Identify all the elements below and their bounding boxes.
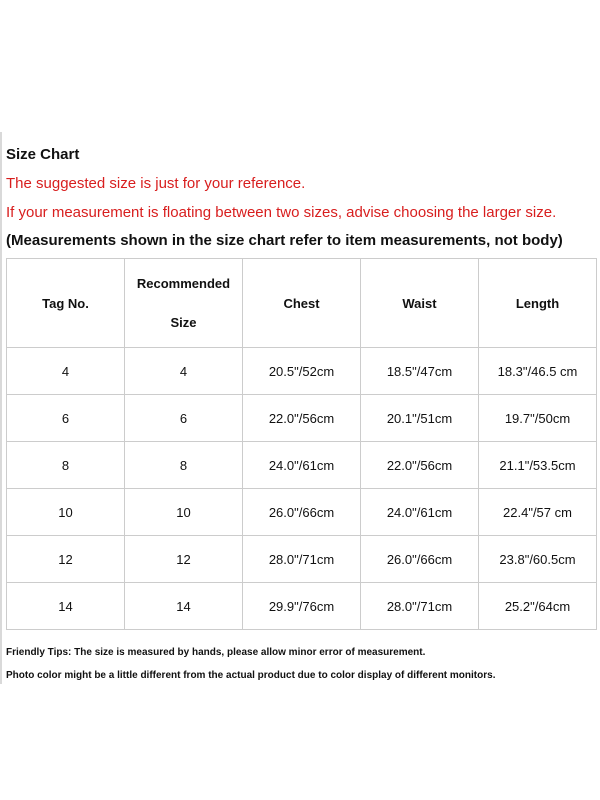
cell-chest: 20.5"/52cm: [243, 348, 361, 395]
cell-length: 21.1"/53.5cm: [479, 442, 597, 489]
floating-size-note: If your measurement is floating between two sizes, advise choosing the larger size.: [6, 204, 557, 221]
cell-size: 8: [125, 442, 243, 489]
cell-size: 4: [125, 348, 243, 395]
cell-size: 10: [125, 489, 243, 536]
table-row: [7, 442, 597, 489]
cell-chest: 24.0"/61cm: [243, 442, 361, 489]
measurement-basis-note: (Measurements shown in the size chart refer to item measurements, not body): [6, 232, 563, 249]
size-table: [6, 258, 597, 630]
header-recommended-line1: Recommended: [136, 276, 231, 291]
cell-waist: 20.1"/51cm: [361, 395, 479, 442]
cell-length: 25.2"/64cm: [479, 583, 597, 630]
table-row: [7, 395, 597, 442]
photo-color-note: Photo color might be a little different from the actual product due to color display of different monitors.: [6, 670, 496, 681]
cell-tag: 12: [7, 536, 125, 583]
table-header-row: [7, 259, 597, 348]
reference-note: The suggested size is just for your reference.: [6, 175, 306, 192]
cell-tag: 4: [7, 348, 125, 395]
size-chart-title: Size Chart: [6, 146, 80, 163]
header-chest: Chest: [243, 259, 361, 348]
cell-length: 18.3"/46.5 cm: [479, 348, 597, 395]
cell-chest: 29.9"/76cm: [243, 583, 361, 630]
header-tag-no: Tag No.: [7, 259, 125, 348]
cell-chest: 26.0"/66cm: [243, 489, 361, 536]
cell-waist: 18.5"/47cm: [361, 348, 479, 395]
cell-tag: 10: [7, 489, 125, 536]
cell-length: 22.4"/57 cm: [479, 489, 597, 536]
cell-waist: 24.0"/61cm: [361, 489, 479, 536]
cell-tag: 14: [7, 583, 125, 630]
header-length: Length: [479, 259, 597, 348]
cell-chest: 22.0"/56cm: [243, 395, 361, 442]
cell-size: 6: [125, 395, 243, 442]
header-recommended-size: [125, 259, 243, 348]
table-row: [7, 536, 597, 583]
table-row: [7, 348, 597, 395]
cell-waist: 28.0"/71cm: [361, 583, 479, 630]
friendly-tips: Friendly Tips: The size is measured by hands, please allow minor error of measurement.: [6, 647, 426, 658]
header-waist: Waist: [361, 259, 479, 348]
cell-chest: 28.0"/71cm: [243, 536, 361, 583]
cell-size: 12: [125, 536, 243, 583]
cell-length: 23.8"/60.5cm: [479, 536, 597, 583]
left-border-rule: [0, 132, 2, 684]
cell-tag: 8: [7, 442, 125, 489]
cell-tag: 6: [7, 395, 125, 442]
cell-waist: 26.0"/66cm: [361, 536, 479, 583]
header-recommended-line2: Size: [170, 315, 197, 330]
cell-waist: 22.0"/56cm: [361, 442, 479, 489]
table-row: [7, 583, 597, 630]
cell-size: 14: [125, 583, 243, 630]
table-row: [7, 489, 597, 536]
cell-length: 19.7"/50cm: [479, 395, 597, 442]
